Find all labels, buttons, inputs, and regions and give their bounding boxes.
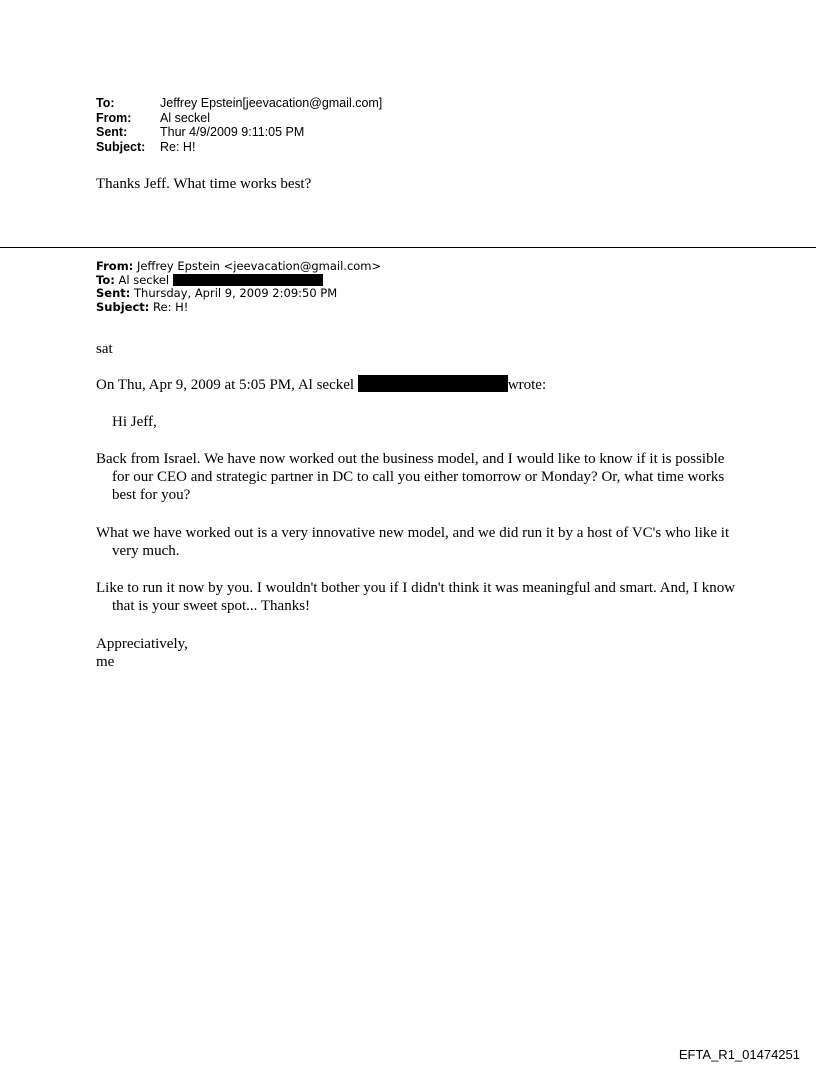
closing: Appreciatively, xyxy=(96,636,188,652)
attribution-prefix: On Thu, Apr 9, 2009 at 5:05 PM, Al seckel xyxy=(96,377,355,393)
quoted-to-label: To: xyxy=(96,272,115,287)
to-row xyxy=(96,96,382,111)
attribution-line xyxy=(96,375,726,394)
quoted-sent-label: Sent: xyxy=(96,286,131,300)
from-row xyxy=(96,111,382,126)
quoted-from-label: From: xyxy=(96,259,134,273)
reply-body: Thanks Jeff. What time works best? xyxy=(96,176,312,192)
paragraph-2: What we have worked out is a very innovative new model, and we did run it by a host of VC's who like it very much. xyxy=(96,525,730,559)
quoted-subject-value: Re: H! xyxy=(153,299,189,314)
sent-row xyxy=(96,125,382,140)
quoted-sent-value: Thursday, April 9, 2009 2:09:50 PM xyxy=(134,286,338,300)
quoted-from-value: Jeffrey Epstein <jeevacation@gmail.com> xyxy=(136,259,382,273)
attribution-suffix: wrote: xyxy=(507,377,547,393)
subject-value: Re: H! xyxy=(160,139,196,154)
quoted-subject-row xyxy=(96,301,381,315)
paragraph-1: Back from Israel. We have now worked out the business model, and I would like to know if it is possible for our CEO and strategic partner in DC to call you either tomorrow or Monday? Or, what time works best for you? xyxy=(96,451,725,503)
to-label: To: xyxy=(96,96,115,110)
sent-value: Thur 4/9/2009 9:11:05 PM xyxy=(160,125,305,139)
redaction-bar xyxy=(358,375,508,392)
greeting: Hi Jeff, xyxy=(112,414,157,430)
redaction-bar xyxy=(173,274,323,286)
quoted-from-row xyxy=(96,260,381,274)
from-value: Al seckel xyxy=(160,110,211,125)
quoted-header xyxy=(96,260,381,314)
subject-row xyxy=(96,140,382,155)
subject-label: Subject: xyxy=(96,139,146,154)
signature: me xyxy=(96,654,115,670)
to-value: Jeffrey Epstein[jeevacation@gmail.com] xyxy=(160,96,383,110)
email-header xyxy=(96,96,382,154)
quoted-to-row xyxy=(96,274,381,288)
quoted-subject-label: Subject: xyxy=(96,299,150,314)
divider xyxy=(0,247,816,248)
quoted-reply: sat xyxy=(96,341,113,357)
paragraph-3: Like to run it now by you. I wouldn't bother you if I didn't think it was meaningful and smart. And, I know that is your sweet spot... Thanks! xyxy=(96,580,736,614)
quoted-to-value: Al seckel xyxy=(118,272,170,287)
from-label: From: xyxy=(96,110,132,125)
quoted-sent-row xyxy=(96,287,381,301)
document-id: EFTA_R1_01474251 xyxy=(678,1047,800,1062)
sent-label: Sent: xyxy=(96,125,128,139)
